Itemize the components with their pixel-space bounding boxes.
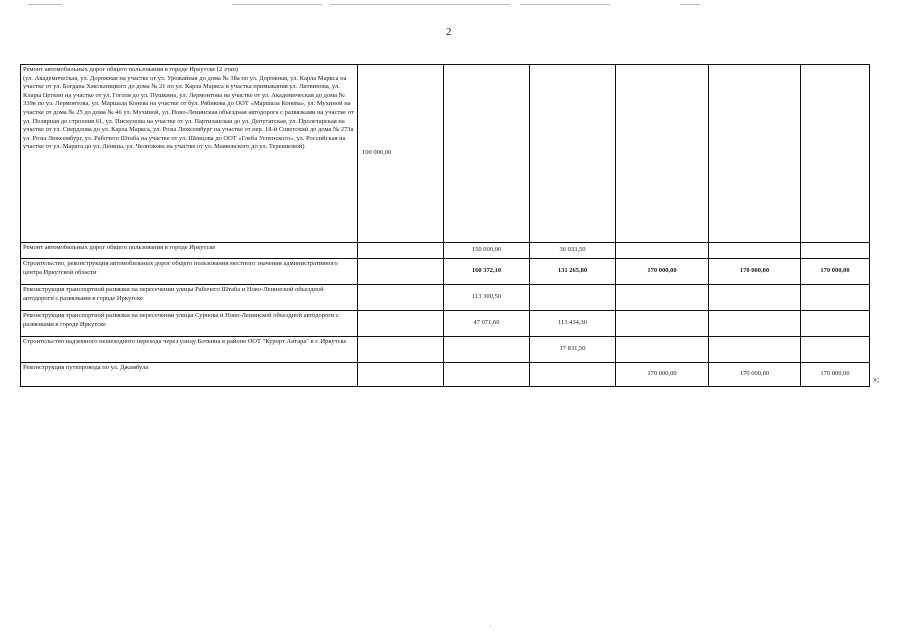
value-cell: 113 434,30	[530, 311, 616, 337]
table-row	[21, 259, 870, 285]
value-cell	[801, 65, 870, 243]
value-cell	[616, 337, 709, 363]
value-cell: 113 300,50	[444, 285, 530, 311]
value-cell: 170 000,00	[616, 363, 709, 387]
value-cell	[530, 65, 616, 243]
budget-table	[20, 64, 870, 387]
value-cell	[709, 311, 801, 337]
value-cell	[616, 243, 709, 259]
value-cell: 170 000,00	[801, 259, 870, 285]
value-cell	[358, 259, 444, 285]
table-row	[21, 65, 870, 243]
table-row	[21, 363, 870, 387]
table-row	[21, 285, 870, 311]
value-cell	[709, 285, 801, 311]
row-name: Ремонт автомобильных дорог общего пользования в городе Иркутске	[21, 243, 358, 259]
value-cell: 150 000,00	[444, 243, 530, 259]
value-cell	[709, 65, 801, 243]
page-number: 2	[446, 26, 452, 38]
value-cell: 160 372,10	[444, 259, 530, 285]
value-cell	[801, 243, 870, 259]
scan-artifact	[520, 4, 610, 5]
value-cell	[616, 311, 709, 337]
row-name: Строительство надземного пешеходного перехода через улицу Боткина в районе ООТ "Курорт Ангара" в г. Иркутске	[21, 337, 358, 363]
value-cell	[801, 337, 870, 363]
value-cell: 100 000,00	[358, 65, 444, 243]
scan-artifact	[28, 4, 62, 5]
scan-artifact	[330, 4, 510, 5]
closing-quote-mark: »;	[873, 375, 880, 384]
value-cell	[358, 337, 444, 363]
value-cell: 47 071,60	[444, 311, 530, 337]
value-cell: 170 000,00	[616, 259, 709, 285]
table-row	[21, 337, 870, 363]
value-cell	[530, 363, 616, 387]
value-cell	[444, 363, 530, 387]
value-cell	[616, 285, 709, 311]
row-name: Строительство, реконструкция автомобильных дорог общего пользования местного значения административного центра Иркутской области	[21, 259, 358, 285]
value-cell: 36 033,50	[530, 243, 616, 259]
scan-artifact	[490, 626, 491, 627]
table-row	[21, 311, 870, 337]
row-name: Реконструкция транспортной развязки на пересечении улицы Рабочего Штаба и Ново-Ленинской объездной автодороги с развязками в городе Иркутске	[21, 285, 358, 311]
value-cell: 170 000,00	[709, 363, 801, 387]
value-cell	[358, 285, 444, 311]
value-cell	[709, 243, 801, 259]
value-cell	[801, 285, 870, 311]
row-name: Реконструкция транспортной развязки на пересечении улицы Сурнова и Ново-Ленинской объездной автодороги с развязками в городе Иркутске	[21, 311, 358, 337]
value-cell	[444, 65, 530, 243]
value-cell: 170 000,00	[709, 259, 801, 285]
value-cell: 17 831,50	[530, 337, 616, 363]
value-cell	[358, 363, 444, 387]
value-cell	[616, 65, 709, 243]
value-cell	[444, 337, 530, 363]
value-cell: 170 000,00	[801, 363, 870, 387]
value-cell	[530, 285, 616, 311]
value-cell	[358, 243, 444, 259]
scan-artifact	[232, 4, 322, 5]
value-cell	[801, 311, 870, 337]
table-row	[21, 243, 870, 259]
value-cell: 131 265,80	[530, 259, 616, 285]
value-cell	[709, 337, 801, 363]
value-cell	[358, 311, 444, 337]
scan-artifact	[680, 4, 700, 5]
row-name: Реконструкция путепровода по ул. Джамбула	[21, 363, 358, 387]
row-name: Ремонт автомобильных дорог общего пользования в городе Иркутске (2 этап) (ул. Академическая, ул. Дорожная на участке от ул. Урожайная до дома № 38а по ул. Дорожная, ул. Карла Маркса на участке от ул. Богдана Хмельницкого до дома № 21 по ул. Карла Маркса и участка примыкания ул. Литвинова, ул. Клары Цеткин на участке от ул. Гоголя до ул. Пушкина, ул. Лермонтова на участке от ул. Академическая до дома № 339в по ул. Лермонтова, ул. Маршала Конева на участке от бул. Рябикова до ООТ «Маршала Конева», ул. Мухиной на участке от дома № 25 до дома № 46 ул. Мухиной, ул. Ново-Ленинская объездная автодорога с развязками на участке от ул. Полярная до строения 61, ул. Пискунова на участке от ул. Партизанская до ул. Депутатская, ул. Пролетарская на участке от ул. Свердлова до ул. Карла Маркса, ул. Розы Люксембург на участке от пер. 18-й Советский до дома № 273а ул. Розы Люксембург, ул. Рабочего Штаба на участке от ул. Шевцова до ООТ «Глеба Успенского», ул. Российская на участке от ул. Марата до ул. Ленина, ул. Челнокова на участке от ул. Маяковского до ул. Терешковой)	[21, 65, 358, 243]
